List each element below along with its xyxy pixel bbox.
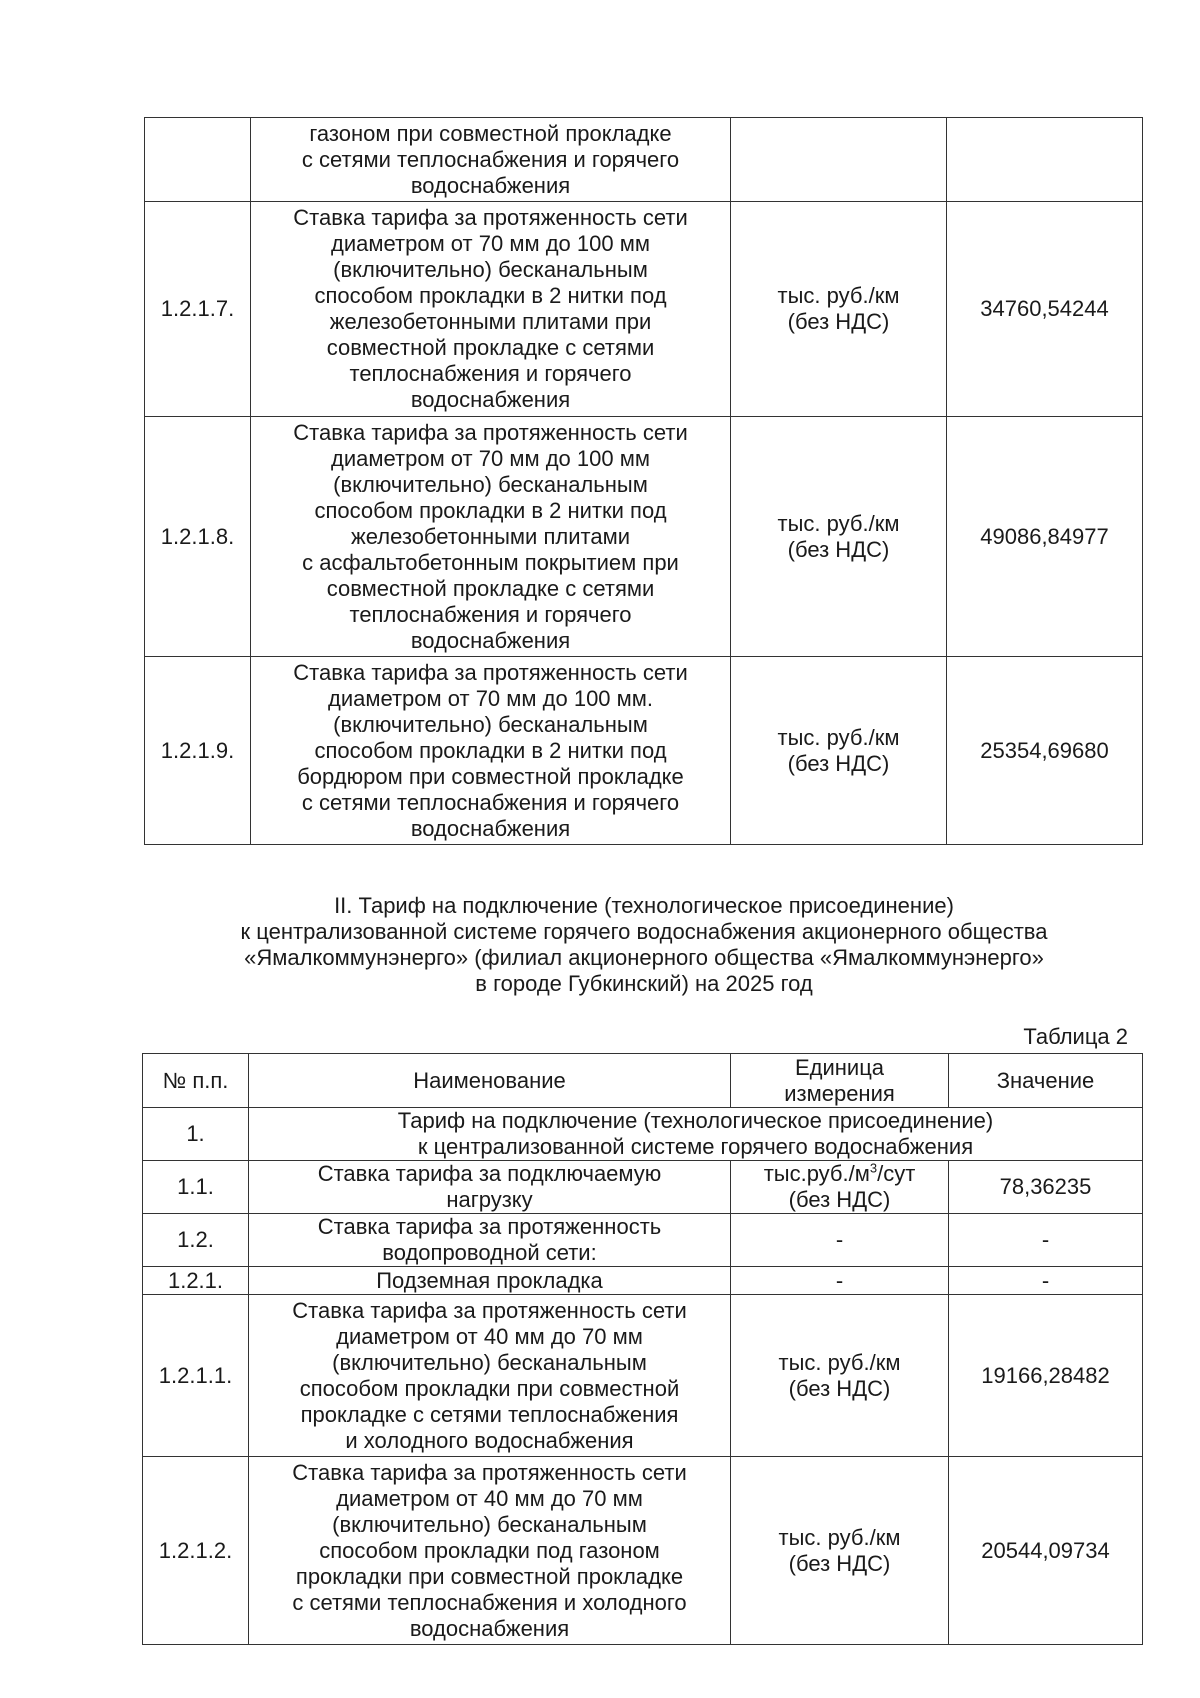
table-row: [145, 417, 1143, 657]
header-value: Значение: [949, 1054, 1143, 1108]
row-value: 25354,69680: [947, 657, 1143, 845]
row-number: 1.2.1.9.: [145, 657, 251, 845]
row-value: 49086,84977: [947, 417, 1143, 657]
tariff-table-continuation: [144, 117, 1143, 845]
row-number: 1.1.: [143, 1161, 249, 1214]
table-caption: Таблица 2: [1023, 1024, 1128, 1049]
table-row: [143, 1161, 1143, 1214]
row-unit: -: [731, 1267, 949, 1295]
table-row: [145, 202, 1143, 417]
section-heading: II. Тариф на подключение (технологическое присоединение) к централизованной системе горячего водоснабжения акционерного общества «Ямалкоммунэнерго» (филиал акционерного общества «Ямалкоммунэнерго» в городе Губкинский) на 2025 год: [240, 893, 1048, 996]
row-unit: -: [731, 1214, 949, 1267]
row-description: Ставка тарифа за подключаемую нагрузку: [249, 1161, 731, 1214]
row-unit: [731, 118, 947, 202]
row-number: 1.2.1.: [143, 1267, 249, 1295]
table-row: [143, 1214, 1143, 1267]
row-value: -: [949, 1267, 1143, 1295]
table-group-row: [143, 1108, 1143, 1161]
header-name: Наименование: [249, 1054, 731, 1108]
row-unit: тыс. руб./км (без НДС): [731, 1457, 949, 1645]
row-unit: тыс. руб./км (без НДС): [731, 1295, 949, 1457]
row-number: [145, 118, 251, 202]
table-row: [145, 118, 1143, 202]
row-description: Ставка тарифа за протяженность сети диаметром от 70 мм до 100 мм (включительно) бесканальным способом прокладки в 2 нитки под железобетонными плитами при совместной прокладке с сетями теплоснабжения и горячего водоснабжения: [251, 202, 731, 417]
row-number: 1.2.: [143, 1214, 249, 1267]
row-value: 34760,54244: [947, 202, 1143, 417]
table-row: [143, 1457, 1143, 1645]
row-description: Ставка тарифа за протяженность сети диаметром от 40 мм до 70 мм (включительно) бесканальным способом прокладки под газоном прокладки при совместной прокладке с сетями теплоснабжения и холодного водоснабжения: [249, 1457, 731, 1645]
header-number: № п.п.: [143, 1054, 249, 1108]
row-description: газоном при совместной прокладке с сетями теплоснабжения и горячего водоснабжения: [251, 118, 731, 202]
row-value: 19166,28482: [949, 1295, 1143, 1457]
row-value: -: [949, 1214, 1143, 1267]
row-unit: тыс. руб./км (без НДС): [731, 417, 947, 657]
row-description: Подземная прокладка: [249, 1267, 731, 1295]
row-unit: $тыс.руб./м^3$/сут (без НДС): [731, 1161, 949, 1214]
row-description: Ставка тарифа за протяженность водопроводной сети:: [249, 1214, 731, 1267]
table-row: [143, 1267, 1143, 1295]
row-description: Ставка тарифа за протяженность сети диаметром от 40 мм до 70 мм (включительно) бесканальным способом прокладки при совместной прокладке с сетями теплоснабжения и холодного водоснабжения: [249, 1295, 731, 1457]
tariff-table-2: [142, 1053, 1143, 1645]
row-value: 20544,09734: [949, 1457, 1143, 1645]
row-unit: тыс. руб./км (без НДС): [731, 657, 947, 845]
row-number: 1.2.1.2.: [143, 1457, 249, 1645]
row-number: 1.: [143, 1108, 249, 1161]
row-number: 1.2.1.1.: [143, 1295, 249, 1457]
table-row: [143, 1295, 1143, 1457]
row-value: [947, 118, 1143, 202]
row-unit: тыс. руб./км (без НДС): [731, 202, 947, 417]
table-row: [145, 657, 1143, 845]
row-description: Ставка тарифа за протяженность сети диаметром от 70 мм до 100 мм. (включительно) бесканальным способом прокладки в 2 нитки под бордюром при совместной прокладке с сетями теплоснабжения и горячего водоснабжения: [251, 657, 731, 845]
row-description: Ставка тарифа за протяженность сети диаметром от 70 мм до 100 мм (включительно) бесканальным способом прокладки в 2 нитки под железобетонными плитами с асфальтобетонным покрытием при совместной прокладке с сетями теплоснабжения и горячего водоснабжения: [251, 417, 731, 657]
header-unit: Единица измерения: [731, 1054, 949, 1108]
row-value: 78,36235: [949, 1161, 1143, 1214]
table-header-row: [143, 1054, 1143, 1108]
row-number: 1.2.1.8.: [145, 417, 251, 657]
group-description: Тариф на подключение (технологическое присоединение) к централизованной системе горячего водоснабжения: [249, 1108, 1143, 1161]
row-number: 1.2.1.7.: [145, 202, 251, 417]
